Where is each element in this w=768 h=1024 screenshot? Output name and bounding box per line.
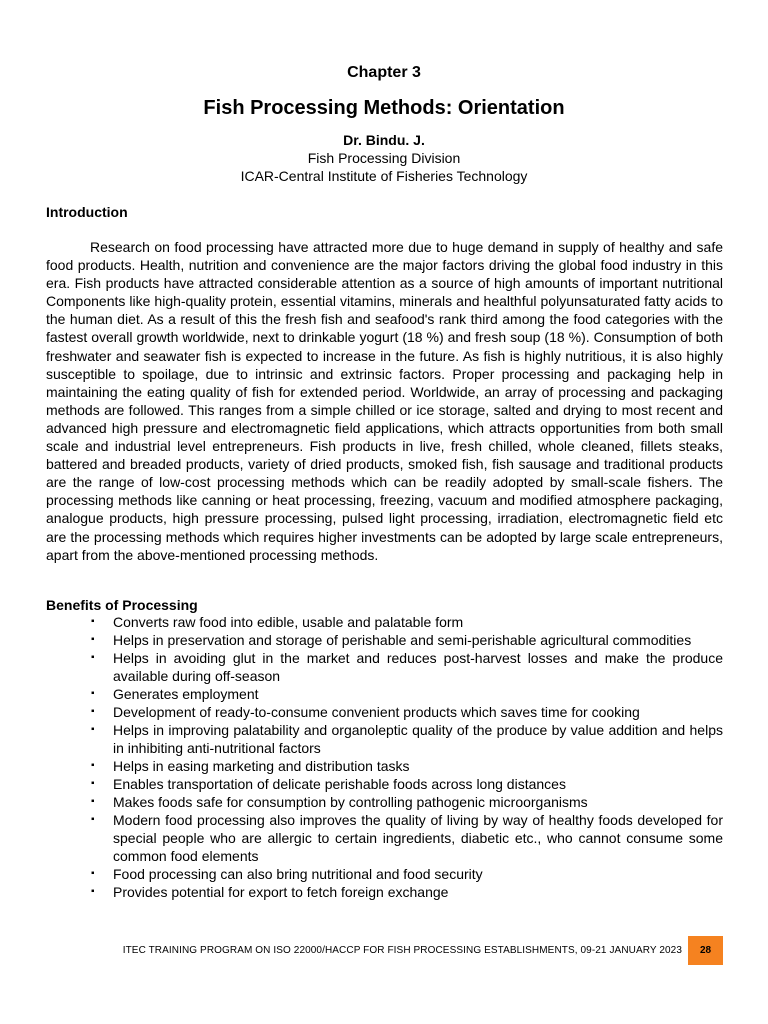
list-item <box>46 613 723 631</box>
list-item <box>46 775 723 793</box>
list-item-text: Modern food processing also improves the quality of living by way of healthy foods developed for special people who are allergic to certain ingredients, diabetic etc., who cannot consume some common food elements <box>113 812 723 864</box>
bullet-icon: ▪ <box>91 652 95 663</box>
bullet-icon: ▪ <box>91 868 95 879</box>
list-item-text: Helps in improving palatability and organoleptic quality of the produce by value addition and helps in inhibiting anti-nutritional factors <box>113 722 723 756</box>
list-item-text: Generates employment <box>113 686 259 702</box>
list-item-text: Helps in avoiding glut in the market and reduces post-harvest losses and make the produce available during off-season <box>113 650 723 684</box>
chapter-title: Fish Processing Methods: Orientation <box>203 97 565 119</box>
author-block <box>0 131 768 185</box>
author-name: Dr. Bindu. J. <box>343 132 425 148</box>
list-item-text: Makes foods safe for consumption by controlling pathogenic microorganisms <box>113 794 588 810</box>
bullet-icon: ▪ <box>91 796 95 807</box>
bullet-icon: ▪ <box>91 778 95 789</box>
list-item <box>46 757 723 775</box>
author-division: Fish Processing Division <box>307 150 461 166</box>
footer-text: ITEC TRAINING PROGRAM ON ISO 22000/HACCP FOR FISH PROCESSING ESTABLISHMENTS, 09-21 JANUARY 2023 <box>122 945 682 956</box>
list-item-text: Helps in easing marketing and distribution tasks <box>113 758 410 774</box>
list-item-text: Food processing can also bring nutritional and food security <box>113 866 483 882</box>
list-item <box>46 811 723 865</box>
bullet-icon: ▪ <box>91 724 95 735</box>
list-item <box>46 685 723 703</box>
list-item <box>46 703 723 721</box>
list-item <box>46 631 723 649</box>
benefits-heading: Benefits of Processing <box>46 597 198 613</box>
list-item-text: Enables transportation of delicate perishable foods across long distances <box>113 776 566 792</box>
list-item <box>46 865 723 883</box>
bullet-icon: ▪ <box>91 688 95 699</box>
introduction-paragraph: Research on food processing have attracted more due to huge demand in supply of healthy and safe food products. Health, nutrition and convenience are the major factors driving the global food industry in this era. Fish products have attracted considerable attention as a source of high amounts of important nutritional Components like high-quality protein, essential vitamins, minerals and healthful polyunsaturated fatty acids to the human diet. As a result of this the fresh fish and seafood's rank third among the food categories with the fastest overall growth worldwide, next to drinkable yogurt (18 %) and fresh soup (18 %). Consumption of both freshwater and seawater fish is expected to increase in the future. As fish is highly nutritious, it is also highly susceptible to spoilage, due to intrinsic and extrinsic factors. Proper processing and packaging help in maintaining the eating quality of fish for extended period. Worldwide, an array of processing and packaging methods are followed. This ranges from a simple chilled or ice storage, salted and drying to most recent and advanced high pressure and electromagnetic field applications, which attracts opportunities from both small scale and industrial level entrepreneurs. Fish products in live, fresh chilled, whole cleaned, fillets steaks, battered and breaded products, variety of dried products, smoked fish, fish sausage and traditional products are the range of low-cost processing methods which can be readily adopted by small-scale fishers. The processing methods like canning or heat processing, freezing, vacuum and modified atmosphere packaging, analogue products, high pressure processing, pulsed light processing, irradiation, electromagnetic field etc are the processing methods which requires higher investments can be adopted by large scale entrepreneurs, apart from the above-mentioned processing methods. <box>46 239 723 563</box>
author-institute: ICAR-Central Institute of Fisheries Technology <box>240 168 528 184</box>
bullet-icon: ▪ <box>91 814 95 825</box>
bullet-icon: ▪ <box>91 616 95 627</box>
bullet-icon: ▪ <box>91 760 95 771</box>
bullet-icon: ▪ <box>91 706 95 717</box>
chapter-label: Chapter 3 <box>347 64 421 81</box>
page-footer <box>0 936 768 965</box>
list-item <box>46 649 723 685</box>
list-item-text: Provides potential for export to fetch foreign exchange <box>113 884 449 900</box>
list-item <box>46 883 723 901</box>
list-item-text: Helps in preservation and storage of perishable and semi-perishable agricultural commodities <box>113 632 692 648</box>
bullet-icon: ▪ <box>91 886 95 897</box>
page-number-badge: 28 <box>688 936 723 965</box>
list-item <box>46 793 723 811</box>
introduction-heading: Introduction <box>46 204 128 220</box>
list-item-text: Development of ready-to-consume convenient products which saves time for cooking <box>113 704 640 720</box>
list-item-text: Converts raw food into edible, usable and palatable form <box>113 614 464 630</box>
bullet-icon: ▪ <box>91 634 95 645</box>
list-item <box>46 721 723 757</box>
benefits-list <box>46 613 723 901</box>
